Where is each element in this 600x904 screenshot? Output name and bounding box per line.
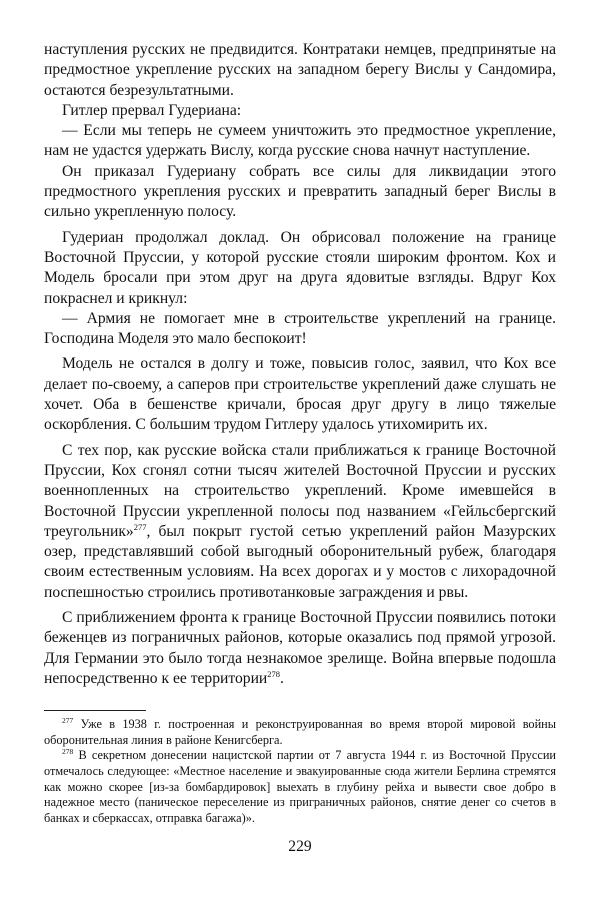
footnote-text: В секретном донесении нацистской партии от 7 августа 1944 г. из Восточной Пруссии отмечалось следующее: «Местное население и эвакуированные сюда жители Берлина стремятся как можно скорее [из-за бомбардировок] выехать в глубину рейха и вывести свое добро в надежное место (паническое переселение из приграничных районов, снятие денег со счетов в банках и сберкассах, отправка багажа)». [44, 748, 556, 825]
footnote-divider [44, 710, 146, 711]
paragraph-7: Модель не остался в долгу и тоже, повысив голос, заявил, что Кох все делает по-своему, а саперов при строительстве укреплений даже слушать не хочет. Оба в бешенстве кричали, бросая друг другу в лицо тяжелые оскорбления. С большим трудом Гитлеру удалось утихомирить их. [44, 355, 556, 434]
paragraph-5: Гудериан продолжал доклад. Он обрисовал положение на границе Восточной Пруссии, у которой русские стояли широким фронтом. Кох и Модель бросали при этом друг на друга ядовитые взгляды. Вдруг Кох покраснел и крикнул: [44, 228, 556, 307]
paragraph-2: Гитлер прервал Гудериана: [62, 101, 242, 119]
paragraph-8-text-b: , был покрыт густой сетью укреплений район Мазурских озер, представлявший собой выгодный оборонительный рубеж, благодаря своим естественным условиям. На всех дорогах и у мостов с лихорадочной поспешностью строились противотанковые заграждения и рвы. [44, 522, 556, 601]
footnote-277 [44, 717, 556, 748]
paragraph-1: наступления русских не предвидится. Контратаки немцев, предпринятые на предмостное укрепление русских на западном берегу Вислы у Сандомира, остаются безрезультатными. [44, 41, 556, 99]
paragraph-9-text: С приближением фронта к границе Восточной Пруссии появились потоки беженцев из пограничных районов, которые оказались под прямой угрозой. Для Германии это было тогда незнакомое зрелище. Война впервые подошла непосредственно к ее территории [44, 609, 556, 687]
footnote-ref-277: 277 [133, 521, 147, 532]
paragraph-8 [44, 441, 556, 603]
page-number: 229 [288, 838, 312, 855]
main-text [44, 40, 556, 689]
paragraph-6: — Армия не помогает мне в строительстве укреплений на границе. Господина Моделя это мало беспокоит! [44, 309, 556, 348]
footnote-mark: 277 [62, 716, 74, 726]
paragraph-3: — Если мы теперь не сумеем уничтожить это предмостное укрепление, нам не удастся удержать Вислу, когда русские снова начнут наступление. [44, 122, 556, 160]
footnote-ref-278: 278 [267, 668, 281, 679]
footnote-mark: 278 [62, 747, 74, 757]
paragraph-4: Он приказал Гудериану собрать все силы для ликвидации этого предмостного укрепления русских и превратить западный берег Вислы в сильно укрепленную полосу. [44, 162, 556, 221]
footnotes [44, 717, 556, 826]
paragraph-9 [44, 608, 556, 689]
footnote-text: Уже в 1938 г. построенная и реконструированная во время второй мировой войны оборонительная линия в районе Кенигсберга. [44, 717, 556, 747]
footnote-278 [44, 748, 556, 826]
paragraph-9-end: . [280, 669, 284, 687]
page-content [44, 40, 556, 826]
paragraph-8-text-a: С тех пор, как русские войска стали приближаться к границе Восточной Пруссии, Кох сгонял сотни тысяч жителей Восточной Пруссии и русских военнопленных на строительство укреплений. Кроме имевшейся в Восточной Пруссии укрепленной полосы под названием «Гейльсбергский треугольник» [44, 441, 556, 540]
